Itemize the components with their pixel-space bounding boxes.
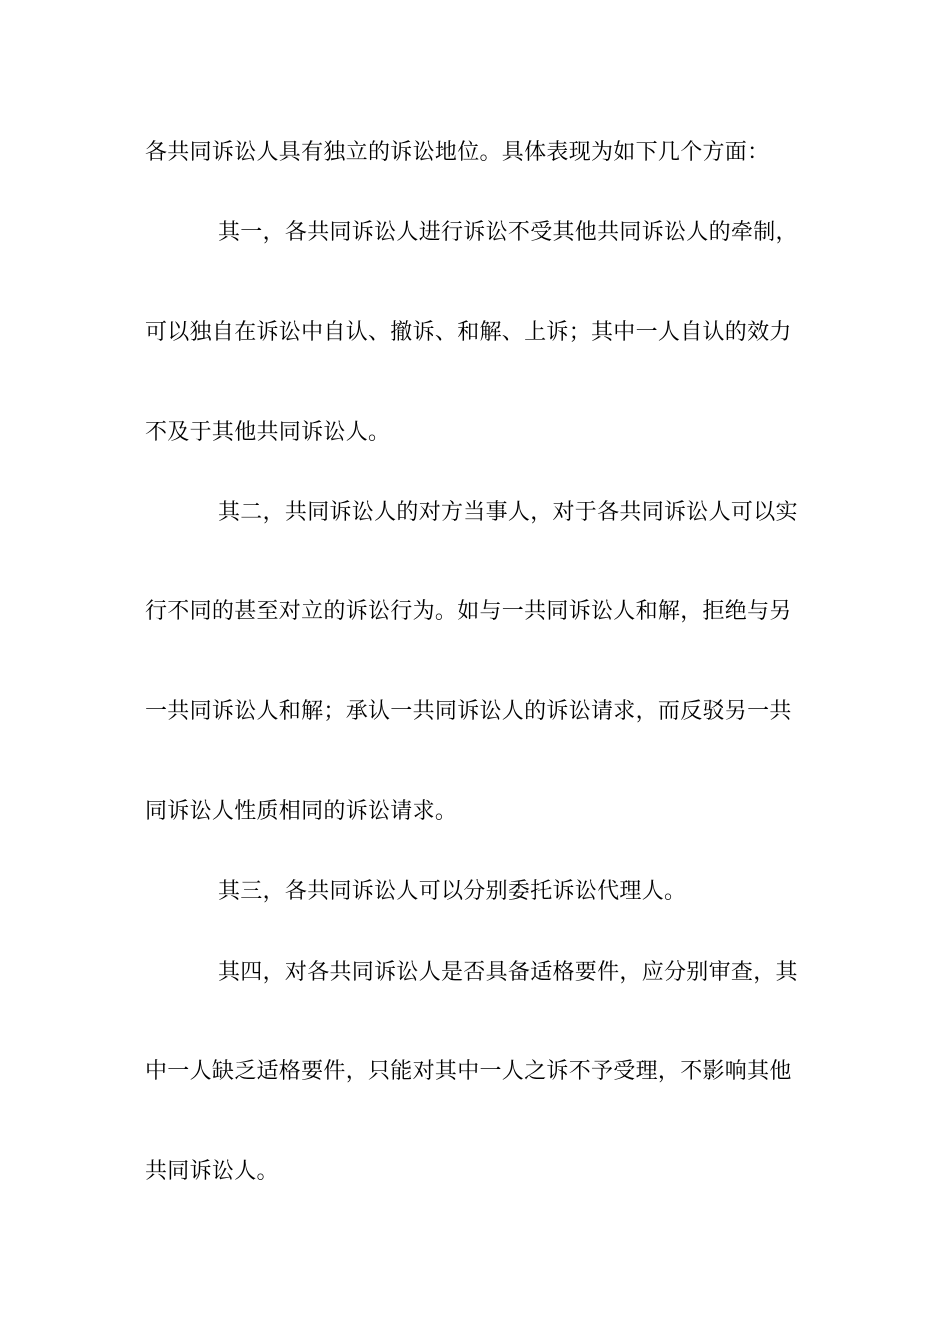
text-line-10: 其四，对各共同诉讼人是否具备适格要件，应分别审查，其 <box>218 960 798 985</box>
text-line-8: 同诉讼人性质相同的诉讼请求。 <box>145 799 458 824</box>
text-line-4: 不及于其他共同诉讼人。 <box>145 420 391 445</box>
text-line-1: 各共同诉讼人具有独立的诉讼地位。具体表现为如下几个方面： <box>145 140 770 165</box>
text-line-11: 中一人缺乏适格要件，只能对其中一人之诉不予受理，不影响其他 <box>145 1059 792 1084</box>
text-line-6: 行不同的甚至对立的诉讼行为。如与一共同诉讼人和解，拒绝与另 <box>145 599 792 624</box>
text-line-2: 其一，各共同诉讼人进行诉讼不受其他共同诉讼人的牵制， <box>218 220 798 245</box>
text-line-5: 其二，共同诉讼人的对方当事人，对于各共同诉讼人可以实 <box>218 500 798 525</box>
text-line-3: 可以独自在诉讼中自认、撤诉、和解、上诉；其中一人自认的效力 <box>145 320 792 345</box>
text-line-9: 其三，各共同诉讼人可以分别委托诉讼代理人。 <box>218 879 687 904</box>
text-line-12: 共同诉讼人。 <box>145 1159 279 1184</box>
text-line-7: 一共同诉讼人和解；承认一共同诉讼人的诉讼请求，而反驳另一共 <box>145 699 792 724</box>
